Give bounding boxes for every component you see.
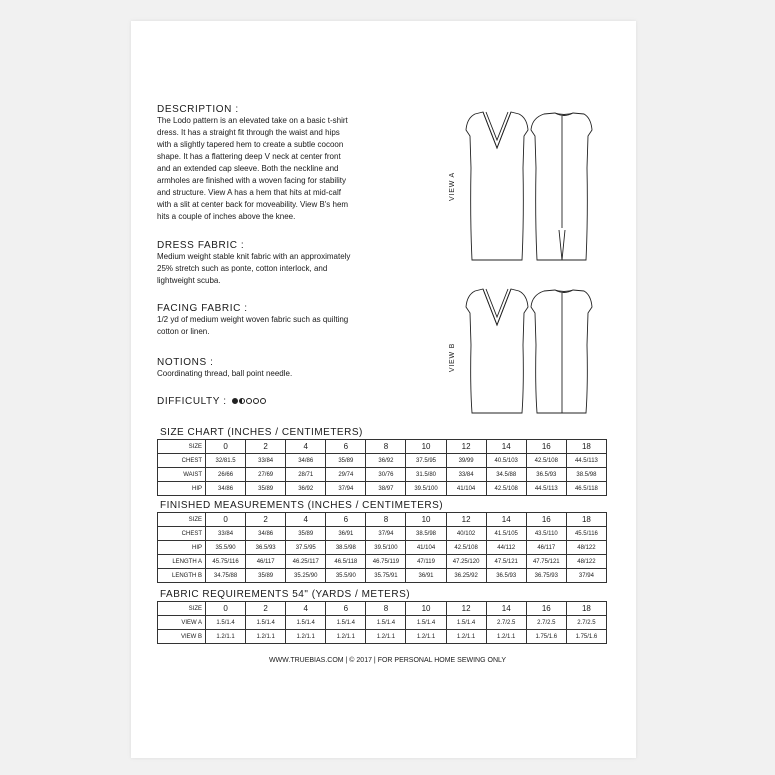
row-label: VIEW B [158, 630, 206, 644]
text-line: armholes are finished with a woven facing for stability [157, 176, 346, 185]
facing-fabric-section [157, 303, 417, 338]
table-cell: 34/86 [206, 482, 246, 496]
table-cell: 1.5/1.4 [406, 616, 446, 630]
table-cell: 35.75/91 [366, 569, 406, 583]
table-cell: 48/122 [566, 541, 606, 555]
row-label: SIZE [158, 602, 206, 616]
table-cell: 39.5/100 [366, 541, 406, 555]
text-line: lightweight scuba. [157, 276, 221, 285]
size-header-cell: 6 [326, 602, 366, 616]
table-cell: 1.2/1.1 [286, 630, 326, 644]
row-label: LENGTH A [158, 555, 206, 569]
table-cell: 35.5/90 [326, 569, 366, 583]
size-header-cell: 0 [206, 602, 246, 616]
table-cell: 37/94 [566, 569, 606, 583]
table-row [158, 541, 607, 555]
view-a-drawing [455, 108, 605, 268]
difficulty-dot-icon [260, 398, 266, 404]
size-header-cell: 10 [406, 513, 446, 527]
table-cell: 28/71 [286, 468, 326, 482]
table-cell: 48/122 [566, 555, 606, 569]
table-cell: 32/81.5 [206, 454, 246, 468]
view-a-back-icon [531, 113, 592, 260]
size-header-cell: 8 [366, 440, 406, 454]
table-cell: 33/84 [206, 527, 246, 541]
finished-measurements [157, 500, 607, 583]
table-cell: 38.5/98 [566, 468, 606, 482]
view-b-drawing [455, 285, 605, 420]
table-cell: 35/89 [326, 454, 366, 468]
row-label: CHEST [158, 454, 206, 468]
table-cell: 35.25/90 [286, 569, 326, 583]
size-header-cell: 4 [286, 602, 326, 616]
table-cell: 45.5/116 [566, 527, 606, 541]
table-cell: 31.5/80 [406, 468, 446, 482]
table-cell: 35/89 [246, 569, 286, 583]
size-header-cell: 10 [406, 602, 446, 616]
row-label: HIP [158, 482, 206, 496]
table-cell: 1.5/1.4 [246, 616, 286, 630]
finished-measurements-title: FINISHED MEASUREMENTS (INCHES / CENTIMETERS) [160, 500, 444, 511]
description-heading: DESCRIPTION : [157, 104, 239, 115]
description-section [157, 104, 417, 223]
size-header-cell: 18 [566, 440, 606, 454]
table-cell: 40.5/103 [486, 454, 526, 468]
table-cell: 1.2/1.1 [406, 630, 446, 644]
text-line: and an extended cap sleeve. Both the neckline and [157, 164, 339, 173]
table-cell: 41.5/105 [486, 527, 526, 541]
table-cell: 1.5/1.4 [206, 616, 246, 630]
size-header-cell: 8 [366, 513, 406, 527]
table-cell: 36/92 [366, 454, 406, 468]
size-header-cell: 2 [246, 602, 286, 616]
table-cell: 1.2/1.1 [446, 630, 486, 644]
table-cell: 1.2/1.1 [246, 630, 286, 644]
size-header-cell: 10 [406, 440, 446, 454]
text-line: shape. It has a flattering deep V neck at center front [157, 152, 341, 161]
table-row [158, 482, 607, 496]
table-header-row [158, 513, 607, 527]
size-header-cell: 0 [206, 440, 246, 454]
table-cell: 36.25/92 [446, 569, 486, 583]
table-row [158, 454, 607, 468]
table-cell: 38.5/98 [406, 527, 446, 541]
table-cell: 47/119 [406, 555, 446, 569]
notions-heading: NOTIONS : [157, 357, 214, 368]
table-cell: 2.7/2.5 [486, 616, 526, 630]
table-row [158, 569, 607, 583]
table-row [158, 527, 607, 541]
size-header-cell: 0 [206, 513, 246, 527]
size-header-cell: 12 [446, 602, 486, 616]
dress-fabric-section [157, 240, 417, 287]
table-cell: 46/117 [526, 541, 566, 555]
table-row [158, 630, 607, 644]
table-cell: 26/66 [206, 468, 246, 482]
fabric-requirements-table [157, 601, 607, 644]
text-line: hits a couple of inches above the knee. [157, 212, 296, 221]
difficulty-dots [232, 396, 267, 407]
text-line: and structure. View A has a hem that hits at mid-calf [157, 188, 341, 197]
row-label: VIEW A [158, 616, 206, 630]
size-header-cell: 8 [366, 602, 406, 616]
size-header-cell: 12 [446, 513, 486, 527]
difficulty-dot-icon [253, 398, 259, 404]
difficulty-dot-icon [232, 398, 238, 404]
table-cell: 46.25/117 [286, 555, 326, 569]
text-line: Medium weight stable knit fabric with an approximately [157, 252, 351, 261]
table-cell: 1.5/1.4 [286, 616, 326, 630]
size-header-cell: 16 [526, 602, 566, 616]
table-cell: 37/94 [326, 482, 366, 496]
table-cell: 47.5/121 [486, 555, 526, 569]
table-cell: 44/112 [486, 541, 526, 555]
table-cell: 46.75/119 [366, 555, 406, 569]
size-header-cell: 4 [286, 440, 326, 454]
difficulty-dot-icon [246, 398, 252, 404]
text-line: 1/2 yd of medium weight woven fabric such as quilting [157, 315, 349, 324]
text-line: dress. It has a straight fit through the waist and hips [157, 128, 340, 137]
table-cell: 1.75/1.6 [526, 630, 566, 644]
fabric-requirements [157, 589, 607, 644]
size-header-cell: 14 [486, 602, 526, 616]
row-label: WAIST [158, 468, 206, 482]
table-header-row [158, 602, 607, 616]
text-line: 25% stretch such as ponte, cotton interlock, and [157, 264, 328, 273]
size-header-cell: 16 [526, 513, 566, 527]
table-cell: 47.75/121 [526, 555, 566, 569]
table-cell: 38/97 [366, 482, 406, 496]
table-cell: 39/99 [446, 454, 486, 468]
row-label: CHEST [158, 527, 206, 541]
size-header-cell: 2 [246, 513, 286, 527]
table-cell: 42.5/108 [446, 541, 486, 555]
row-label: SIZE [158, 513, 206, 527]
size-chart [157, 427, 607, 496]
table-cell: 45.75/116 [206, 555, 246, 569]
view-b-back-icon [531, 290, 592, 413]
facing-fabric-heading: FACING FABRIC : [157, 303, 248, 314]
table-cell: 29/74 [326, 468, 366, 482]
size-header-cell: 2 [246, 440, 286, 454]
difficulty-rating [157, 396, 267, 407]
finished-measurements-table [157, 512, 607, 583]
table-cell: 37/94 [366, 527, 406, 541]
text-line: The Lodo pattern is an elevated take on a basic t-shirt [157, 116, 348, 125]
table-cell: 43.5/110 [526, 527, 566, 541]
row-label: HIP [158, 541, 206, 555]
table-cell: 27/69 [246, 468, 286, 482]
table-cell: 1.5/1.4 [326, 616, 366, 630]
table-cell: 38.5/98 [326, 541, 366, 555]
table-cell: 36/91 [326, 527, 366, 541]
size-header-cell: 12 [446, 440, 486, 454]
table-cell: 1.2/1.1 [486, 630, 526, 644]
table-cell: 34/86 [286, 454, 326, 468]
row-label: LENGTH B [158, 569, 206, 583]
table-cell: 36.5/93 [526, 468, 566, 482]
table-cell: 42.5/108 [486, 482, 526, 496]
table-cell: 36/92 [286, 482, 326, 496]
size-chart-title: SIZE CHART (INCHES / CENTIMETERS) [160, 427, 363, 438]
table-cell: 2.7/2.5 [526, 616, 566, 630]
dress-fabric-heading: DRESS FABRIC : [157, 240, 245, 251]
table-row [158, 468, 607, 482]
table-cell: 33/84 [446, 468, 486, 482]
table-row [158, 616, 607, 630]
size-chart-table [157, 439, 607, 496]
table-cell: 1.2/1.1 [326, 630, 366, 644]
fabric-requirements-title: FABRIC REQUIREMENTS 54" (YARDS / METERS) [160, 589, 411, 600]
difficulty-dot-icon [239, 398, 245, 404]
table-cell: 46.5/118 [326, 555, 366, 569]
view-a-label: VIEW A [448, 172, 456, 201]
text-line: Coordinating thread, ball point needle. [157, 369, 293, 378]
size-header-cell: 16 [526, 440, 566, 454]
table-cell: 1.5/1.4 [366, 616, 406, 630]
size-header-cell: 14 [486, 513, 526, 527]
table-cell: 41/104 [406, 541, 446, 555]
table-cell: 34/86 [246, 527, 286, 541]
table-cell: 42.5/108 [526, 454, 566, 468]
view-b-front-icon [466, 289, 528, 413]
size-header-cell: 18 [566, 513, 606, 527]
table-cell: 34.75/88 [206, 569, 246, 583]
notions-text [157, 368, 417, 380]
table-cell: 35/89 [246, 482, 286, 496]
table-cell: 44.5/113 [566, 454, 606, 468]
table-cell: 1.75/1.6 [566, 630, 606, 644]
table-cell: 46/117 [246, 555, 286, 569]
size-header-cell: 6 [326, 440, 366, 454]
notions-section [157, 357, 417, 380]
size-header-cell: 6 [326, 513, 366, 527]
table-cell: 39.5/100 [406, 482, 446, 496]
table-cell: 36.5/93 [486, 569, 526, 583]
table-cell: 41/104 [446, 482, 486, 496]
table-cell: 2.7/2.5 [566, 616, 606, 630]
size-header-cell: 4 [286, 513, 326, 527]
table-row [158, 555, 607, 569]
view-a-front-icon [466, 112, 528, 260]
row-label: SIZE [158, 440, 206, 454]
size-header-cell: 18 [566, 602, 606, 616]
dress-fabric-text [157, 251, 417, 287]
table-cell: 1.5/1.4 [446, 616, 486, 630]
table-header-row [158, 440, 607, 454]
text-line: with a slightly tapered hem to create a subtle cocoon [157, 140, 344, 149]
footer-credits: WWW.TRUEBIAS.COM | © 2017 | FOR PERSONAL HOME SEWING ONLY [268, 657, 507, 664]
table-cell: 1.2/1.1 [206, 630, 246, 644]
text-line: with a slit at center back for moveability. View B's hem [157, 200, 349, 209]
table-cell: 36.75/93 [526, 569, 566, 583]
table-cell: 37.5/95 [406, 454, 446, 468]
table-cell: 44.5/113 [526, 482, 566, 496]
view-b-label: VIEW B [449, 342, 457, 373]
table-cell: 40/102 [446, 527, 486, 541]
table-cell: 46.5/118 [566, 482, 606, 496]
table-cell: 35/89 [286, 527, 326, 541]
table-cell: 36.5/93 [246, 541, 286, 555]
table-cell: 33/84 [246, 454, 286, 468]
table-cell: 36/91 [406, 569, 446, 583]
table-cell: 1.2/1.1 [366, 630, 406, 644]
table-cell: 30/76 [366, 468, 406, 482]
size-header-cell: 14 [486, 440, 526, 454]
table-cell: 35.5/90 [206, 541, 246, 555]
description-text [157, 115, 417, 223]
table-cell: 37.5/95 [286, 541, 326, 555]
facing-fabric-text [157, 314, 417, 338]
table-cell: 34.5/88 [486, 468, 526, 482]
text-line: cotton or linen. [157, 327, 210, 336]
difficulty-label: DIFFICULTY : [157, 396, 227, 408]
table-cell: 47.25/120 [446, 555, 486, 569]
